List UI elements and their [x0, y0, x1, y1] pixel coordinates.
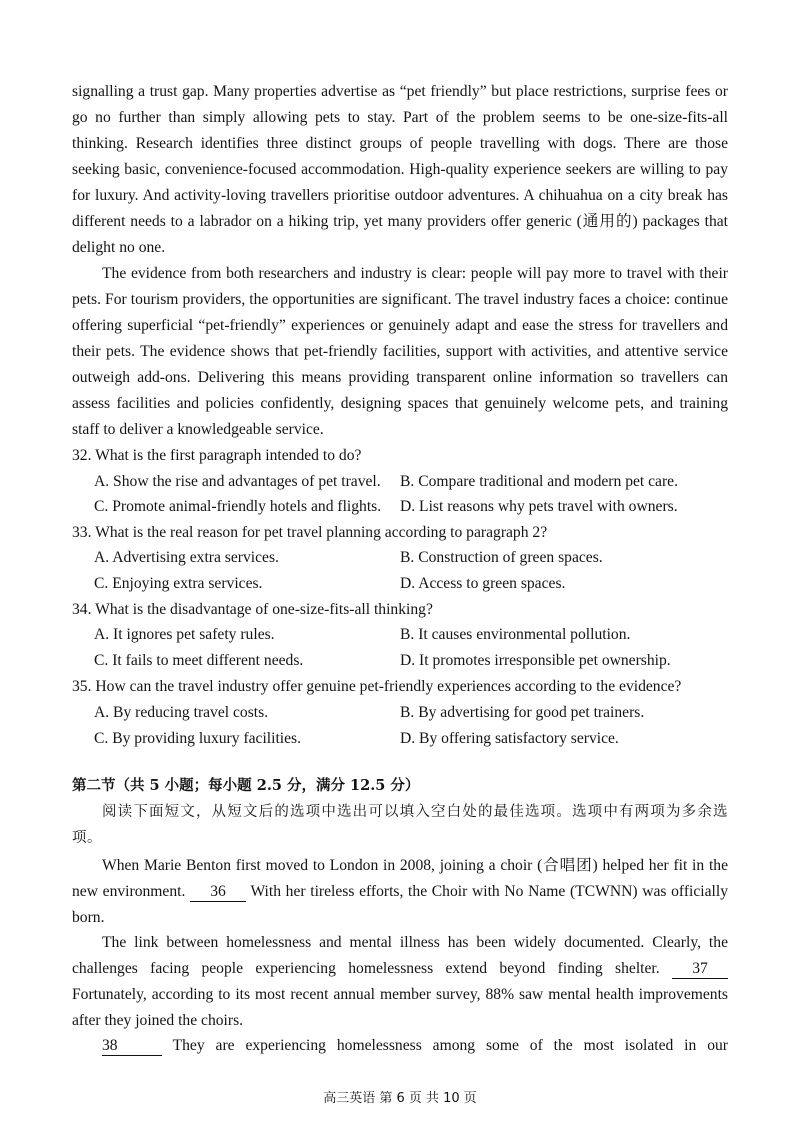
cloze-paragraph-2: [72, 930, 728, 1034]
text: When Marie Benton first moved to London in 2008, joining a choir (合唱团) helped her fit in the new environment.: [72, 857, 728, 900]
blank-36: 36: [190, 883, 246, 902]
page-footer: 高三英语 第 6 页 共 10 页: [323, 1091, 477, 1106]
option-34-a: A. It ignores pet safety rules.: [94, 626, 275, 643]
option-32-a: A. Show the rise and advantages of pet travel.: [94, 473, 381, 490]
question-34-stem: 34. What is the disadvantage of one-size-fits-all thinking?: [72, 601, 433, 618]
text: With her tireless efforts, the Choir with No Name (TCWNN) was officially born.: [72, 883, 728, 926]
blank-37: 37: [672, 960, 728, 979]
question-33-stem: 33. What is the real reason for pet travel planning according to paragraph 2?: [72, 524, 548, 541]
option-34-b: B. It causes environmental pollution.: [400, 626, 631, 643]
question-35-stem: 35. How can the travel industry offer genuine pet-friendly experiences according to the evidence?: [72, 678, 682, 695]
text: They are experiencing homelessness among some of the most isolated in our: [172, 1037, 728, 1054]
passage-paragraph: signalling a trust gap. Many properties advertise as “pet friendly” but place restrictions, surprise fees or go no further than simply allowing pets to stay. Part of the problem seems to be one-size-fits-all thinking. Research identifies three distinct groups of people travelling with dogs. There are those seeking basic, convenience-focused accommodation. High-quality experience seekers are willing to pay for luxury. And activity-loving travellers prioritise outdoor adventures. A chihuahua on a city break has different needs to a labrador on a hiking trip, yet many providers offer generic (通用的) packages that delight no one.: [72, 83, 728, 256]
cloze-paragraph-1: [72, 853, 728, 931]
option-35-b: B. By advertising for good pet trainers.: [400, 704, 645, 721]
text: Fortunately, according to its most recent annual member survey, 88% saw mental health improvements after they joined the choirs.: [72, 986, 728, 1029]
text: The link between homelessness and mental illness has been widely documented. Clearly, the challenges facing people experiencing homelessness extend beyond finding shelter.: [72, 934, 728, 977]
passage-paragraph: The evidence from both researchers and industry is clear: people will pay more to travel with their pets. For tourism providers, the opportunities are significant. The travel industry faces a choice: continue offering superficial “pet-friendly” experiences or genuinely adapt and ease the stress for travellers and their pets. The evidence shows that pet-friendly facilities, support with activities, and attentive service outweigh add-ons. Delivering this means providing transparent online information so travellers can assess facilities and policies confidently, designing spaces that genuinely welcome pets, and training staff to deliver a knowledgeable service.: [72, 265, 728, 438]
option-33-c: C. Enjoying extra services.: [94, 575, 263, 592]
section-instructions: 阅读下面短文，从短文后的选项中选出可以填入空白处的最佳选项。选项中有两项为多余选项。: [72, 804, 728, 846]
section-header: 第二节（共 5 小题；每小题 2.5 分，满分 12.5 分）: [72, 777, 420, 794]
option-34-c: C. It fails to meet different needs.: [94, 652, 304, 669]
option-35-d: D. By offering satisfactory service.: [400, 730, 619, 747]
option-32-c: C. Promote animal-friendly hotels and flights.: [94, 498, 382, 515]
cloze-paragraph-3: [72, 1033, 728, 1059]
question-32-stem: 32. What is the first paragraph intended to do?: [72, 447, 362, 464]
option-33-a: A. Advertising extra services.: [94, 549, 279, 566]
option-33-d: D. Access to green spaces.: [400, 575, 566, 592]
blank-38: 38: [102, 1037, 162, 1056]
option-33-b: B. Construction of green spaces.: [400, 549, 603, 566]
option-32-b: B. Compare traditional and modern pet care.: [400, 473, 678, 490]
option-35-a: A. By reducing travel costs.: [94, 704, 269, 721]
option-35-c: C. By providing luxury facilities.: [94, 730, 302, 747]
option-34-d: D. It promotes irresponsible pet ownership.: [400, 652, 671, 669]
option-32-d: D. List reasons why pets travel with owners.: [400, 498, 678, 515]
